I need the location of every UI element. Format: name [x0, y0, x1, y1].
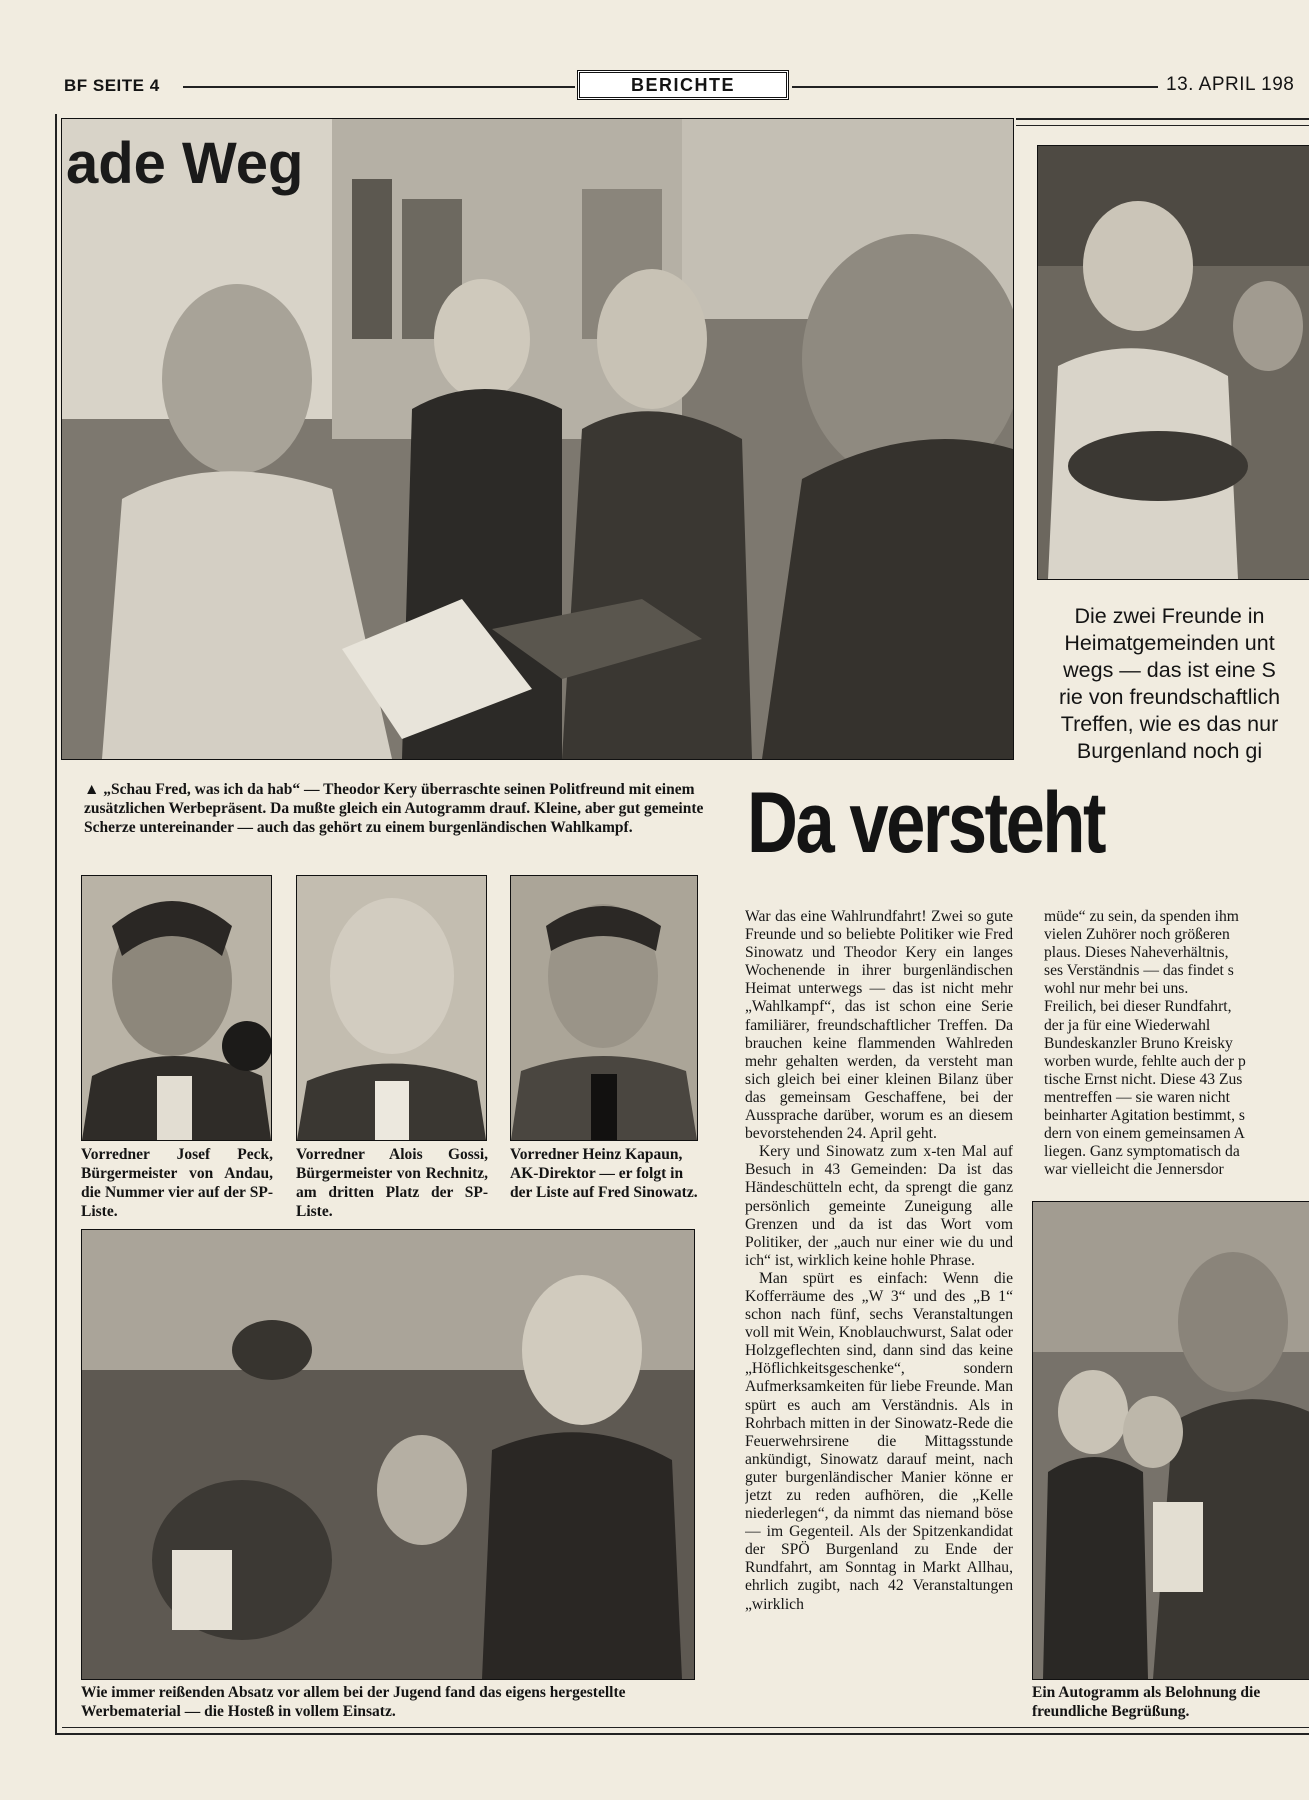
- section-label-box: [577, 70, 789, 100]
- main-photo: [61, 118, 1014, 760]
- portrait-gossi: [296, 875, 487, 1141]
- article-line: Bundeskanzler Bruno Kreisky: [1044, 1034, 1233, 1052]
- bottom-right-photo: [1032, 1201, 1309, 1680]
- headline-wrap: [747, 778, 1309, 874]
- subtitle-line: Heimatgemeinden unt: [1064, 631, 1275, 655]
- article-paragraph: War das eine Wahlrundfahrt! Zwei so gute Freunde und so beliebte Politiker wie Fred Sinowatz und Theodor Kery ein langes Wochenende in ihrer burgenländischen Heimat unterwegs — das ist nicht mehr „Wahlkampf“, das ist schon eine Serie familiärer, freundschaftlicher Treffen. Da brauchen keine flammenden Wahlreden mehr gehalten werden, da versteht man sich gleich bei einer kleinen Bilanz über das gemeinsam Geschaffene, bei der Aussprache darüber, worum es an diesem bevorstehenden 24. April geht.: [745, 908, 1013, 1143]
- subtitle-line: Die zwei Freunde in: [1074, 604, 1265, 628]
- article-line: liegen. Ganz symptomatisch da: [1044, 1143, 1240, 1161]
- article-line: plaus. Dieses Naheverhältnis,: [1044, 944, 1229, 962]
- header-rule-right: [792, 86, 1158, 88]
- section-label: BERICHTE: [630, 74, 735, 95]
- article-line: war vielleicht die Jennersdor: [1044, 1161, 1224, 1179]
- portrait-kapaun: [510, 875, 698, 1141]
- article-column-1: [745, 908, 1013, 1716]
- bottom-right-photo-caption: [1032, 1683, 1309, 1721]
- headline: Da versteht: [747, 778, 1105, 871]
- top-right-rule: [1016, 118, 1309, 120]
- issue-date: 13. APRIL 198: [1166, 74, 1295, 95]
- article-line: wohl nur mehr bei uns.: [1044, 980, 1189, 998]
- article-line: tische Ernst nicht. Diese 43 Zus: [1044, 1070, 1243, 1088]
- header-rule-left: [183, 86, 575, 88]
- bottom-photo: [81, 1229, 695, 1680]
- top-right-photo: [1037, 145, 1309, 580]
- subtitle-line: Burgenland noch gi: [1076, 739, 1263, 763]
- page-label: BF SEITE 4: [64, 76, 160, 95]
- subtitle-line: rie von freundschaftlich: [1058, 685, 1281, 709]
- article-line: mentreffen — sie waren nicht: [1044, 1088, 1230, 1106]
- article-paragraph: Kery und Sinowatz zum x-ten Mal auf Besuch in 43 Gemeinden: Da ist das Händeschütteln echt, da sprengt die ganz persönlich gemeinte Zuneigung alle Grenzen und da ist das Wort vom Politiker, der „auch nur einer wie du und ich“ ist, wirklich keine hohle Phrase.: [745, 1143, 1013, 1269]
- bottom-right-caption-text: Ein Autogramm als Belohnung die freundliche Begrüßung.: [1032, 1684, 1261, 1720]
- article-line: Freilich, bei dieser Rundfahrt,: [1044, 998, 1232, 1016]
- portrait-caption-kapaun: Vorredner Heinz Kapaun, AK-Direktor — er folgt in der Liste auf Fred Sinowatz.: [510, 1146, 698, 1201]
- article-line: beinharter Agitation bestimmt, s: [1044, 1107, 1245, 1125]
- portrait-peck: [81, 875, 272, 1141]
- page-frame-bottom: [55, 1733, 1309, 1735]
- subtitle-line: wegs — das ist eine S: [1063, 658, 1276, 682]
- article-column-2: [1030, 908, 1309, 1179]
- article-line: dern von einem gemeinsamen A: [1044, 1125, 1245, 1143]
- portrait-caption-peck: Vorredner Josef Peck, Bürgermeister von Andau, die Nummer vier auf der SP-Liste.: [81, 1146, 273, 1220]
- main-photo-caption: ▲ „Schau Fred, was ich da hab“ — Theodor Kery überraschte seinen Politfreund mit einem zusätzlichen Werbepräsent. Da mußte gleich ein Autogramm drauf. Kleine, aber gut gemeinte Scherze untereinander — auch das gehört zu einem burgenländischen Wahlkampf.: [84, 781, 704, 836]
- top-right-rule-2: [1016, 125, 1309, 126]
- portrait-caption-gossi: Vorredner Alois Gossi, Bürgermeister von Rechnitz, am dritten Platz der SP-Liste.: [296, 1146, 488, 1220]
- article-line: der ja für eine Wiederwahl: [1044, 1016, 1211, 1034]
- article-paragraph: Man spürt es einfach: Wenn die Kofferräume des „W 3“ und des „B 1“ schon nach fünf, sechs Veranstaltungen voll mit Wein, Knoblauchwurst, Salat oder Holzgeflechten sind, dann sind das keine „Höflichkeitsgeschenke“, sondern Aufmerksamkeiten für liebe Freunde. Man spürt es auch am Verständnis. Als in Rohrbach mitten in der Sinowatz-Rede die Feuerwehrsirene die Mittagsstunde ankündigt, Sinowatz darauf meint, nach guter burgenländischer Manier könne er jetzt zu reden aufhören, die „Kelle niederlegen“, da nimmt das niemand böse — im Gegenteil. Als der Spitzenkandidat der SPÖ Burgenland zu Ende der Rundfahrt, am Sonntag in Markt Allhau, ehrlich zugibt, nach 42 Veranstaltungen „wirklich: [745, 1269, 1013, 1613]
- page-frame-bottom-inner: [62, 1727, 1309, 1728]
- subtitle-line: Treffen, wie es das nur: [1060, 712, 1279, 736]
- article-line: müde“ zu sein, da spenden ihm: [1044, 908, 1239, 925]
- article-line: ses Verständnis — das findet s: [1044, 962, 1234, 980]
- bottom-photo-caption: Wie immer reißenden Absatz vor allem bei der Jugend fand das eigens hergestellte Werbematerial — die Hosteß in vollem Einsatz.: [81, 1684, 626, 1720]
- article-line: worben wurde, fehlte auch der p: [1044, 1052, 1246, 1070]
- page-frame-left: [55, 114, 57, 1734]
- sign-lettering: ade Weg: [66, 131, 304, 196]
- article-line: vielen Zuhörer noch größeren: [1044, 926, 1230, 944]
- side-subtitle: [1030, 603, 1309, 773]
